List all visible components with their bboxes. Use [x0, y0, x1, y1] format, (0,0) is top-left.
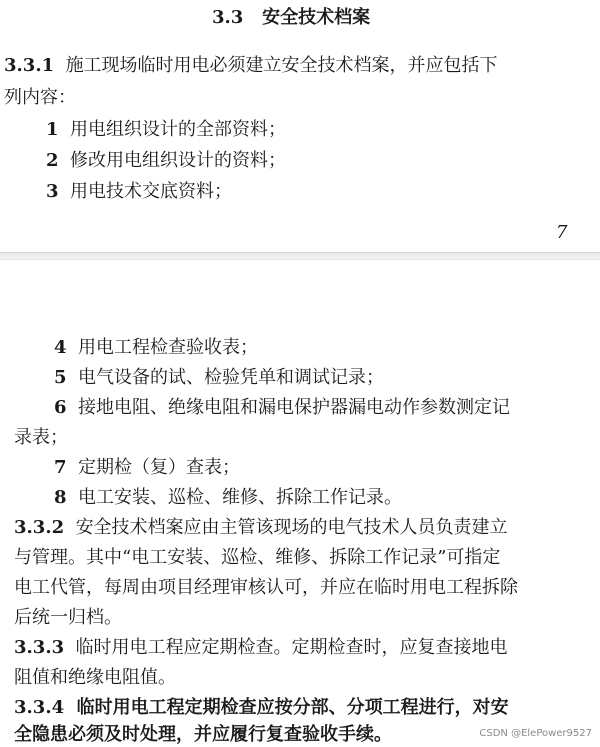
list-item — [46, 149, 286, 173]
item-number: 5 — [54, 367, 67, 388]
item-number: 4 — [54, 337, 67, 358]
list-item — [54, 486, 402, 510]
clause-number: 3.3.1 — [4, 55, 55, 76]
clause-3-3-1 — [4, 54, 498, 78]
page-top — [0, 0, 600, 252]
page-bottom — [0, 258, 600, 745]
item-text: 接地电阻、绝缘电阻和漏电保护器漏电动作参数测定记 — [77, 397, 510, 418]
section-number: 3.3 — [212, 7, 244, 28]
item-text: 用电组织设计的全部资料； — [69, 119, 286, 140]
item-number: 2 — [46, 150, 59, 171]
item-text: 电气设备的试、检验凭单和调试记录； — [77, 367, 384, 388]
clause-number: 3.3.3 — [14, 637, 65, 658]
list-item — [54, 336, 258, 360]
clause-3-3-2 — [14, 516, 508, 540]
clause-text-line: 安全技术档案应由主管该现场的电气技术人员负责建立 — [75, 517, 508, 538]
item-text: 定期检（复）查表； — [77, 457, 240, 478]
item-text: 电工安装、巡检、维修、拆除工作记录。 — [77, 487, 402, 508]
list-item — [54, 396, 510, 420]
item-continuation: 录表； — [14, 427, 68, 448]
clause-number: 3.3.4 — [14, 697, 65, 718]
page-number: 7 — [556, 222, 568, 243]
watermark: CSDN @ElePower9527 — [479, 728, 592, 739]
clause-text-line: 全隐患必须及时处理，并应履行复查验收手续。 — [14, 724, 392, 745]
item-text: 修改用电组织设计的资料； — [69, 150, 286, 171]
item-text: 用电技术交底资料； — [69, 181, 232, 202]
list-item — [46, 118, 286, 142]
clause-text-line: 施工现场临时用电必须建立安全技术档案，并应包括下 — [65, 55, 498, 76]
item-number: 8 — [54, 487, 67, 508]
clause-number: 3.3.2 — [14, 517, 65, 538]
clause-text-line: 后统一归档。 — [14, 607, 122, 628]
clause-text-line: 电工代管，每周由项目经理审核认可，并应在临时用电工程拆除 — [14, 577, 518, 598]
item-number: 1 — [46, 119, 59, 140]
list-item — [46, 180, 232, 204]
item-number: 7 — [54, 457, 67, 478]
list-item — [54, 456, 240, 480]
clause-3-3-3 — [14, 636, 508, 660]
clause-text-line: 阻值和绝缘电阻值。 — [14, 667, 176, 688]
clause-text-line: 临时用电工程定期检查应按分部、分项工程进行，对安 — [76, 697, 509, 718]
section-title: 安全技术档案 — [262, 7, 371, 28]
clause-3-3-4 — [14, 696, 509, 720]
list-item — [54, 366, 384, 390]
item-number: 6 — [54, 397, 67, 418]
clause-text-line: 临时用电工程应定期检查。定期检查时，应复查接地电 — [75, 637, 508, 658]
clause-text-line: 列内容： — [4, 87, 76, 108]
section-heading — [212, 6, 370, 30]
item-number: 3 — [46, 181, 59, 202]
clause-text-line: 与管理。其中“电工安装、巡检、维修、拆除工作记录”可指定 — [14, 547, 501, 568]
item-text: 用电工程检查验收表； — [77, 337, 258, 358]
